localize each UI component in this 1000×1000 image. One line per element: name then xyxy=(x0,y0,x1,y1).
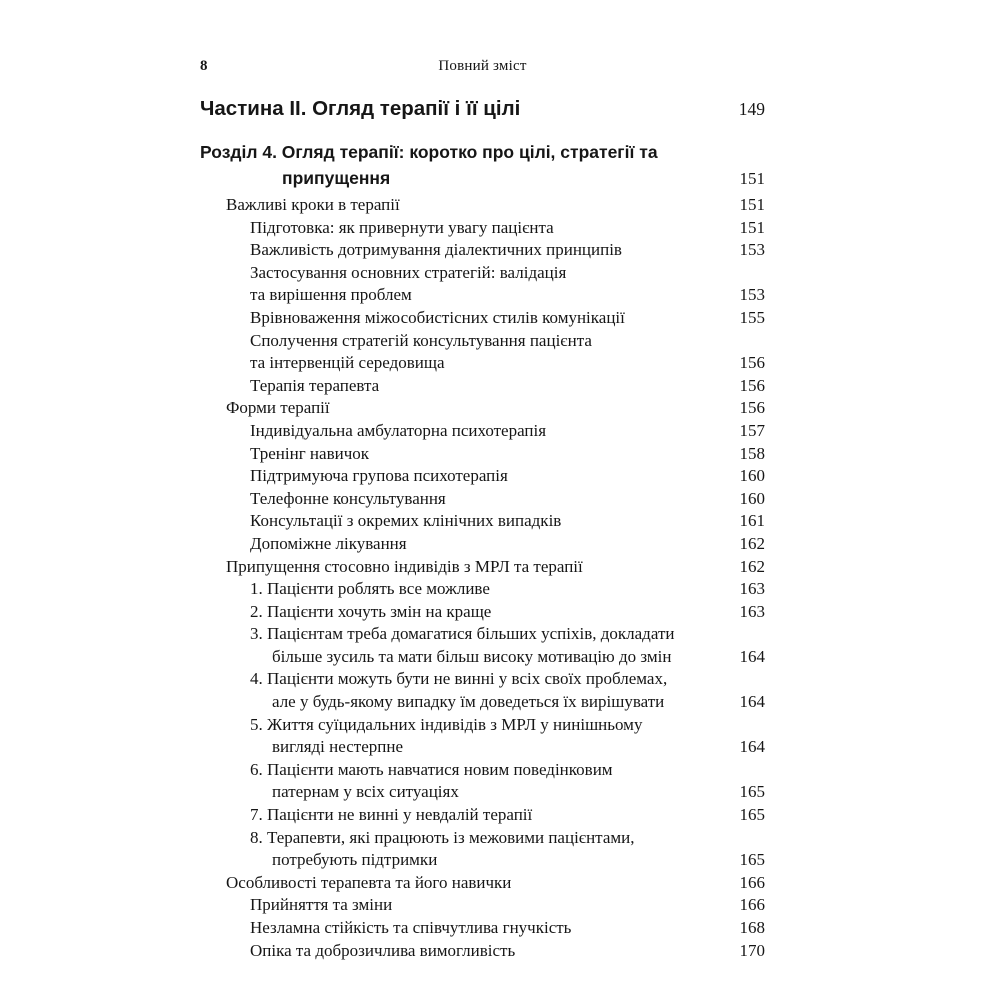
toc-entry-page-number: 165 xyxy=(739,850,765,870)
toc-entry-line xyxy=(250,239,765,262)
toc-entry-page-number: 166 xyxy=(739,872,765,892)
toc-entry-line xyxy=(250,759,765,782)
toc-entry-line xyxy=(250,804,765,827)
toc-entry-title: Підтримуюча групова психотерапія xyxy=(250,466,508,486)
toc-entry-title: Сполучення стратегій консультування пацієнта xyxy=(250,330,592,350)
toc-entry-title: 5. Життя суїцидальних індивідів з МРЛ у нинішньому xyxy=(250,714,643,734)
toc-entry-title: та вирішення проблем xyxy=(250,285,412,305)
toc-entry-title: вигляді нестерпне xyxy=(272,737,403,757)
toc-entry-title: Розділ 4. Огляд терапії: коротко про цілі, стратегії та xyxy=(200,142,658,162)
toc-entry-title: Форми терапії xyxy=(226,398,330,418)
toc-entry-line xyxy=(250,691,765,714)
toc-entry xyxy=(200,917,765,940)
toc-entry-title: Частина ІІ. Огляд терапії і її цілі xyxy=(200,97,521,120)
toc-entry-page-number: 157 xyxy=(739,420,765,440)
toc-entry-page-number: 170 xyxy=(739,940,765,960)
toc-entry-page-number: 164 xyxy=(739,646,765,666)
toc-entry xyxy=(200,714,765,759)
toc-entry-line xyxy=(250,601,765,624)
toc-entry-page-number: 158 xyxy=(739,443,765,463)
toc-entry-title: Консультації з окремих клінічних випадків xyxy=(250,511,562,531)
toc-entry xyxy=(200,601,765,624)
toc-entry-title: Застосування основних стратегій: валідація xyxy=(250,262,567,282)
toc-entry-title: потребують підтримки xyxy=(272,850,438,870)
toc-entry-page-number: 155 xyxy=(739,307,765,327)
toc-entry-title: Важливі кроки в терапії xyxy=(226,195,400,214)
toc-entry-title: 8. Терапевти, які працюють із межовими пацієнтами, xyxy=(250,827,635,847)
toc-entry-line xyxy=(250,578,765,601)
toc-entry-line xyxy=(250,533,765,556)
toc-entry-line xyxy=(226,194,765,217)
toc-entry xyxy=(200,533,765,556)
toc-entry-line xyxy=(200,96,765,122)
toc-entry xyxy=(200,510,765,533)
toc-entry-page-number: 165 xyxy=(739,805,765,825)
toc-entry-line xyxy=(250,917,765,940)
toc-entry-title: Прийняття та зміни xyxy=(250,895,393,915)
toc-entry-title: Тренінг навичок xyxy=(250,443,369,463)
toc-entry-title: 6. Пацієнти мають навчатися новим поведінковим xyxy=(250,759,613,779)
toc-entry xyxy=(200,375,765,398)
toc-entry-line xyxy=(250,375,765,398)
toc-entry-page-number: 163 xyxy=(739,579,765,599)
toc-entry-page-number: 166 xyxy=(739,895,765,915)
toc-entry-line xyxy=(200,166,765,192)
toc-entry xyxy=(200,556,765,579)
toc-entry xyxy=(200,307,765,330)
toc-entry-line xyxy=(250,736,765,759)
toc-entry-title: але у будь-якому випадку їм доведеться їх вирішувати xyxy=(272,692,665,712)
toc-entry-page-number: 162 xyxy=(739,556,765,576)
toc-entry-line xyxy=(200,140,765,166)
toc-entry xyxy=(200,239,765,262)
toc-entry-page-number: 163 xyxy=(739,601,765,621)
toc-entry-page-number: 151 xyxy=(739,168,765,188)
toc-entry-line xyxy=(250,443,765,466)
toc-entry-title: 2. Пацієнти хочуть змін на краще xyxy=(250,601,492,621)
toc-entry-page-number: 151 xyxy=(739,195,765,214)
toc-entry-line xyxy=(250,623,765,646)
toc-entry-page-number: 156 xyxy=(739,375,765,395)
toc-entry-title: Опіка та доброзичлива вимогливість xyxy=(250,940,516,960)
toc-entry-page-number: 151 xyxy=(739,217,765,237)
toc-entry-line xyxy=(226,872,765,895)
toc-entry-line xyxy=(250,827,765,850)
toc-entry-line xyxy=(226,556,765,579)
toc-entry-title: Допоміжне лікування xyxy=(250,533,407,553)
toc-entry xyxy=(200,872,765,895)
toc-entry-page-number: 149 xyxy=(738,99,765,119)
toc-entry xyxy=(200,804,765,827)
toc-entry-page-number: 165 xyxy=(739,782,765,802)
toc-entry-line xyxy=(250,668,765,691)
toc-entry xyxy=(200,194,765,217)
toc-entry-page-number: 160 xyxy=(739,488,765,508)
toc-entry-page-number: 156 xyxy=(739,398,765,418)
page-header xyxy=(200,58,765,78)
toc-entry-line xyxy=(250,420,765,443)
toc-entry-line xyxy=(250,849,765,872)
toc-entry-line xyxy=(250,714,765,737)
toc-entry-title: Важливість дотримування діалектичних принципів xyxy=(250,240,622,260)
toc-entry-line xyxy=(250,465,765,488)
toc-entry-title: Індивідуальна амбулаторна психотерапія xyxy=(250,420,547,440)
toc-entry-title: більше зусиль та мати більш високу мотивацію до змін xyxy=(272,646,672,666)
toc-entry-line xyxy=(250,510,765,533)
toc-entry-title: 4. Пацієнти можуть бути не винні у всіх своїх проблемах, xyxy=(250,669,668,689)
toc-entry-title: Незламна стійкість та співчутлива гнучкість xyxy=(250,918,572,937)
running-title: Повний зміст xyxy=(438,58,527,74)
toc-entry-title: патернам у всіх ситуаціях xyxy=(272,782,459,802)
toc-entry-line xyxy=(250,781,765,804)
toc-entry-line xyxy=(250,284,765,307)
toc-entry xyxy=(200,488,765,511)
toc-entry-page-number: 168 xyxy=(739,918,765,937)
toc-entry-page-number: 162 xyxy=(739,533,765,553)
toc-entry xyxy=(200,217,765,240)
toc-entry xyxy=(200,420,765,443)
toc-entry-title: Особливості терапевта та його навички xyxy=(226,872,512,892)
toc-entry xyxy=(200,668,765,713)
toc-entry-title: та інтервенцій середовища xyxy=(250,353,445,373)
toc-entry-page-number: 164 xyxy=(739,692,765,712)
toc-entry-page-number: 153 xyxy=(739,240,765,260)
toc-entry xyxy=(200,578,765,601)
toc-entry xyxy=(200,940,765,963)
toc-entry-page-number: 160 xyxy=(739,466,765,486)
folio-page-number: 8 xyxy=(200,58,208,74)
toc-entry-line xyxy=(250,894,765,917)
toc-entry xyxy=(200,262,765,307)
toc-entry-line xyxy=(250,330,765,353)
toc-entry xyxy=(200,397,765,420)
toc-entry-title: 7. Пацієнти не винні у невдалій терапії xyxy=(250,805,533,825)
toc-entry xyxy=(200,759,765,804)
toc-entry xyxy=(200,894,765,917)
toc-entry-title: 1. Пацієнти роблять все можливе xyxy=(250,579,490,599)
toc-list xyxy=(200,96,765,962)
toc-entry-line xyxy=(250,352,765,375)
toc-entry-page-number: 153 xyxy=(739,285,765,305)
toc-heading-entry xyxy=(200,96,765,122)
toc-entry-line xyxy=(250,307,765,330)
toc-entry-title: 3. Пацієнтам треба домагатися більших успіхів, докладати xyxy=(250,624,675,644)
toc-entry-title: припущення xyxy=(282,167,391,188)
toc-entry-page-number: 164 xyxy=(739,737,765,757)
toc-entry-line xyxy=(226,397,765,420)
toc-entry xyxy=(200,465,765,488)
toc-entry xyxy=(200,330,765,375)
toc-heading-entry xyxy=(200,140,765,191)
toc-entry-line xyxy=(250,262,765,285)
toc-entry-title: Підготовка: як привернути увагу пацієнта xyxy=(250,217,554,237)
toc-entry-title: Врівноваження міжособистісних стилів комунікації xyxy=(250,307,625,327)
toc-entry-title: Припущення стосовно індивідів з МРЛ та терапії xyxy=(226,556,583,576)
toc-entry xyxy=(200,827,765,872)
toc-entry-page-number: 161 xyxy=(739,511,765,531)
toc-entry-title: Терапія терапевта xyxy=(250,375,380,395)
toc-entry xyxy=(200,623,765,668)
toc-entry xyxy=(200,443,765,466)
toc-entry-line xyxy=(250,217,765,240)
toc-entry-line xyxy=(250,940,765,963)
toc-entry-title: Телефонне консультування xyxy=(250,488,446,508)
toc-entry-page-number: 156 xyxy=(739,353,765,373)
toc-entry-line xyxy=(250,646,765,669)
toc-entry-line xyxy=(250,488,765,511)
